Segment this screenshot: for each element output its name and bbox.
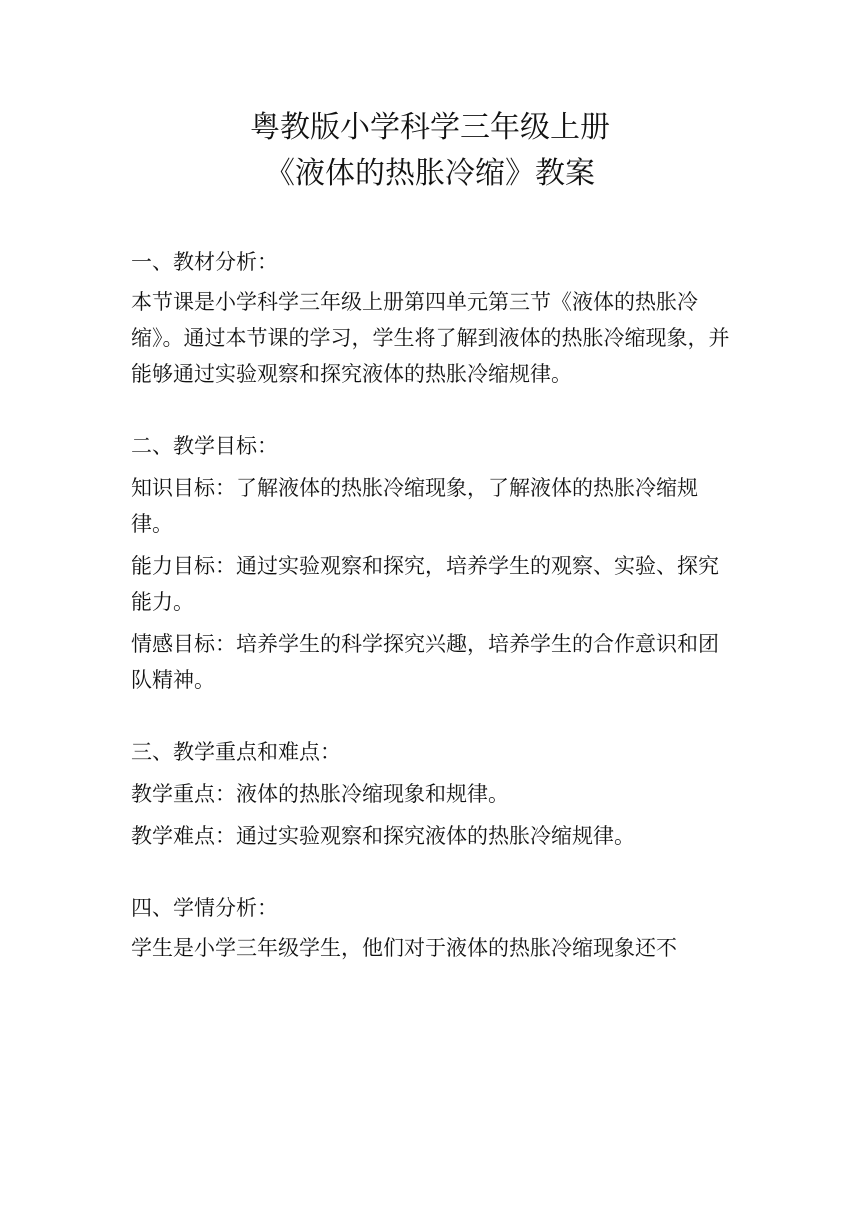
section-student-analysis: [131, 890, 731, 966]
section-teaching-goals: [131, 428, 731, 698]
goal-ability: 能力目标：通过实验观察和探究，培养学生的观察、实验、探究能力。: [131, 554, 719, 614]
section-paragraph: 本节课是小学科学三年级上册第四单元第三节《液体的热胀冷缩》。通过本节课的学习，学生将了解到液体的热胀冷缩现象，并能够通过实验观察和探究液体的热胀冷缩规律。: [131, 290, 730, 386]
difficult-point: 教学难点：通过实验观察和探究液体的热胀冷缩规律。: [131, 824, 635, 848]
section-heading: 二、教学目标：: [131, 434, 278, 458]
goal-knowledge: 知识目标：了解液体的热胀冷缩现象，了解液体的热胀冷缩规律。: [131, 476, 698, 536]
document-body: [131, 244, 731, 966]
document-title-line1: 粤教版小学科学三年级上册: [250, 110, 610, 145]
section-heading: 三、教学重点和难点：: [131, 740, 341, 764]
goal-emotion: 情感目标：培养学生的科学探究兴趣，培养学生的合作意识和团队精神。: [131, 632, 719, 692]
document-title-line2: 《液体的热胀冷缩》教案: [265, 156, 595, 191]
key-point: 教学重点：液体的热胀冷缩现象和规律。: [131, 782, 509, 806]
section-textbook-analysis: [131, 244, 731, 392]
section-key-points: [131, 734, 731, 854]
section-paragraph: 学生是小学三年级学生，他们对于液体的热胀冷缩现象还不: [131, 936, 677, 960]
section-heading: 一、教材分析：: [131, 250, 278, 274]
section-heading: 四、学情分析：: [131, 896, 278, 920]
